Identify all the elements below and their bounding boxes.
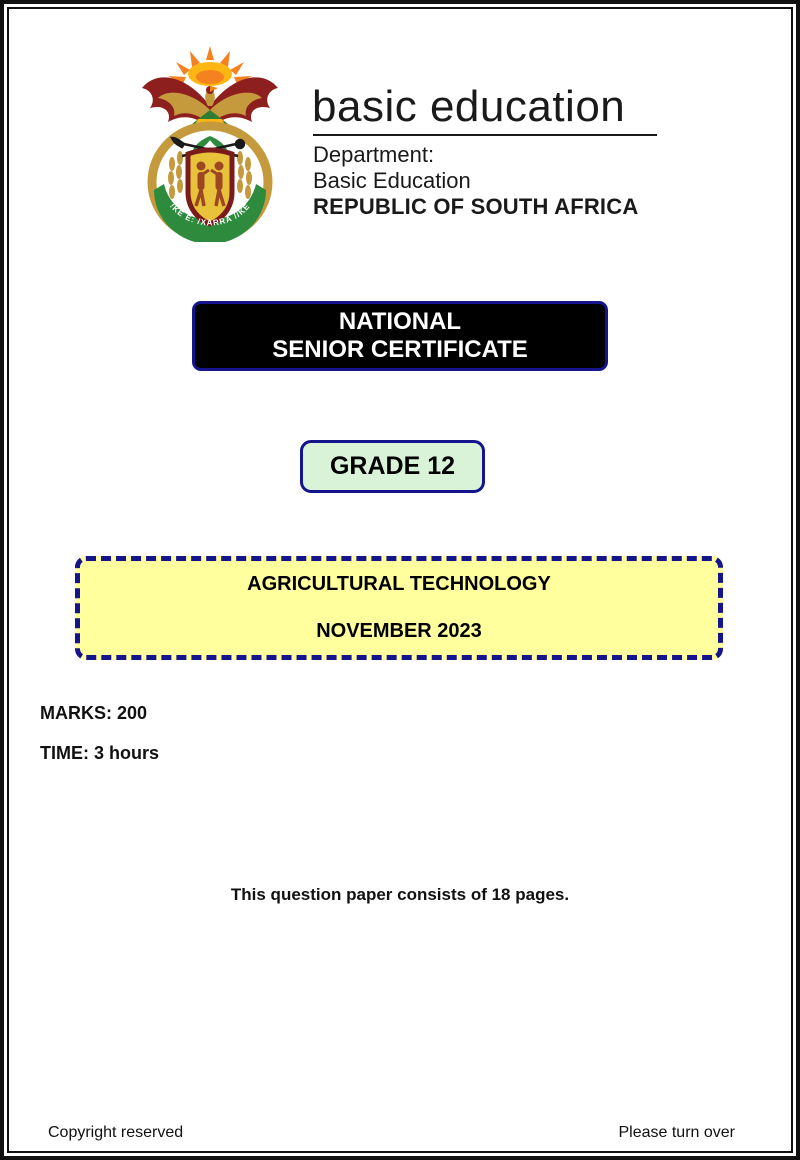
footer-copyright: Copyright reserved [48,1124,184,1141]
department-label: Department: [313,142,435,167]
wordmark-basic-education: basic education [312,82,626,131]
coat-of-arms-icon [138,44,282,242]
department-block [313,142,638,220]
grade-label: GRADE 12 [329,452,456,480]
subject-session: NOVEMBER 2023 [316,620,482,642]
country-name: REPUBLIC OF SOUTH AFRICA [313,194,639,219]
subject-title: AGRICULTURAL TECHNOLOGY [247,573,551,595]
coat-of-arms-motto: !KE E: /XARRA //KE [167,201,253,228]
footer-turn-over: Please turn over [618,1124,735,1141]
national-senior-certificate-banner [192,301,608,371]
department-name: Basic Education [313,168,471,193]
certificate-line2: SENIOR CERTIFICATE [272,336,528,363]
page-count-note: This question paper consists of 18 pages. [230,885,570,904]
grade-banner [300,440,485,493]
coat-of-arms-logo [138,44,282,242]
wordmark-underline [313,134,657,136]
marks-line: MARKS: 200 [40,703,148,723]
certificate-line1: NATIONAL [338,308,462,335]
time-line: TIME: 3 hours [40,743,160,763]
subject-banner [75,556,723,660]
